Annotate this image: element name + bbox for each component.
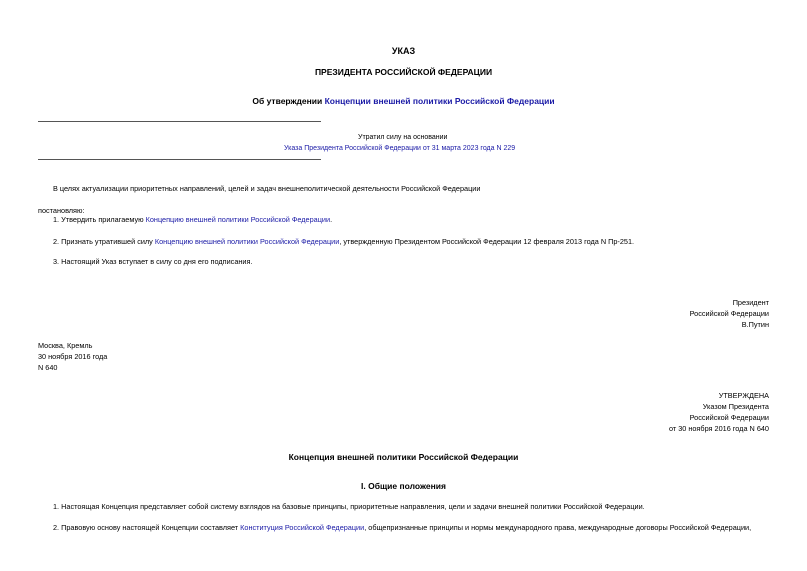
divider-top bbox=[38, 121, 321, 122]
approved-line-3: Российской Федерации bbox=[689, 413, 769, 422]
concept-para-2 bbox=[53, 523, 769, 532]
para2-prefix: 2. Правовую основу настоящей Концепции составляет bbox=[53, 523, 241, 532]
signature-line-3: В.Путин bbox=[741, 320, 769, 329]
approved-line-4: от 30 ноября 2016 года N 640 bbox=[668, 424, 769, 433]
preamble-decree-word: постановляю: bbox=[38, 206, 85, 215]
signature-line-2: Российской Федерации bbox=[689, 309, 769, 318]
item2-suffix: , утвержденную Президентом Российской Федерации 12 февраля 2013 года N Пр-251. bbox=[339, 237, 635, 246]
status-note-link[interactable]: Указа Президента Российской Федерации от 31 марта 2023 года N 229 bbox=[284, 145, 516, 152]
item1-concept-link[interactable]: Концепцию внешней политики Российской Федерации bbox=[145, 215, 331, 224]
place: Москва, Кремль bbox=[38, 341, 93, 350]
item2-concept-link[interactable]: Концепцию внешней политики Российской Федерации bbox=[154, 237, 340, 246]
about-prefix: Об утверждении bbox=[252, 96, 325, 106]
decree-item-2 bbox=[53, 237, 634, 246]
item2-prefix: 2. Признать утратившей силу bbox=[53, 237, 155, 246]
decree-title: УКАЗ bbox=[391, 46, 416, 56]
decree-item-3: 3. Настоящий Указ вступает в силу со дня его подписания. bbox=[53, 257, 253, 266]
decree-subtitle: ПРЕЗИДЕНТА РОССИЙСКОЙ ФЕДЕРАЦИИ bbox=[314, 67, 493, 77]
signature-line-1: Президент bbox=[732, 298, 769, 307]
divider-bottom bbox=[38, 159, 321, 160]
concept-title: Концепция внешней политики Российской Федерации bbox=[288, 452, 519, 462]
approved-line-1: УТВЕРЖДЕНА bbox=[718, 391, 769, 400]
concept-para-1: 1. Настоящая Концепция представляет собой систему взглядов на базовые принципы, приоритетные направления, цели и задачи внешней политики Российской Федерации. bbox=[53, 502, 645, 511]
place-date-block bbox=[38, 340, 107, 373]
about-concept-link[interactable]: Концепции внешней политики Российской Федерации bbox=[324, 96, 555, 106]
date: 30 ноября 2016 года bbox=[38, 352, 108, 361]
signature-block bbox=[690, 297, 769, 330]
item1-suffix: . bbox=[330, 215, 333, 224]
decree-number: N 640 bbox=[38, 363, 58, 372]
approved-block bbox=[669, 390, 769, 434]
preamble-intro: В целях актуализации приоритетных направлений, целей и задач внешнеполитической деятельности Российской Федерации bbox=[53, 184, 481, 193]
approved-line-2: Указом Президента bbox=[702, 402, 769, 411]
decree-about bbox=[0, 96, 807, 106]
para2-suffix: , общепризнанные принципы и нормы международного права, международные договоры Российской Федерации, bbox=[364, 523, 752, 532]
status-note-text: Утратил силу на основании bbox=[358, 134, 448, 141]
item1-prefix: 1. Утвердить прилагаемую bbox=[53, 215, 146, 224]
constitution-link[interactable]: Конституция Российской Федерации bbox=[240, 523, 365, 532]
section-heading: I. Общие положения bbox=[361, 481, 446, 491]
decree-item-1 bbox=[53, 215, 332, 224]
